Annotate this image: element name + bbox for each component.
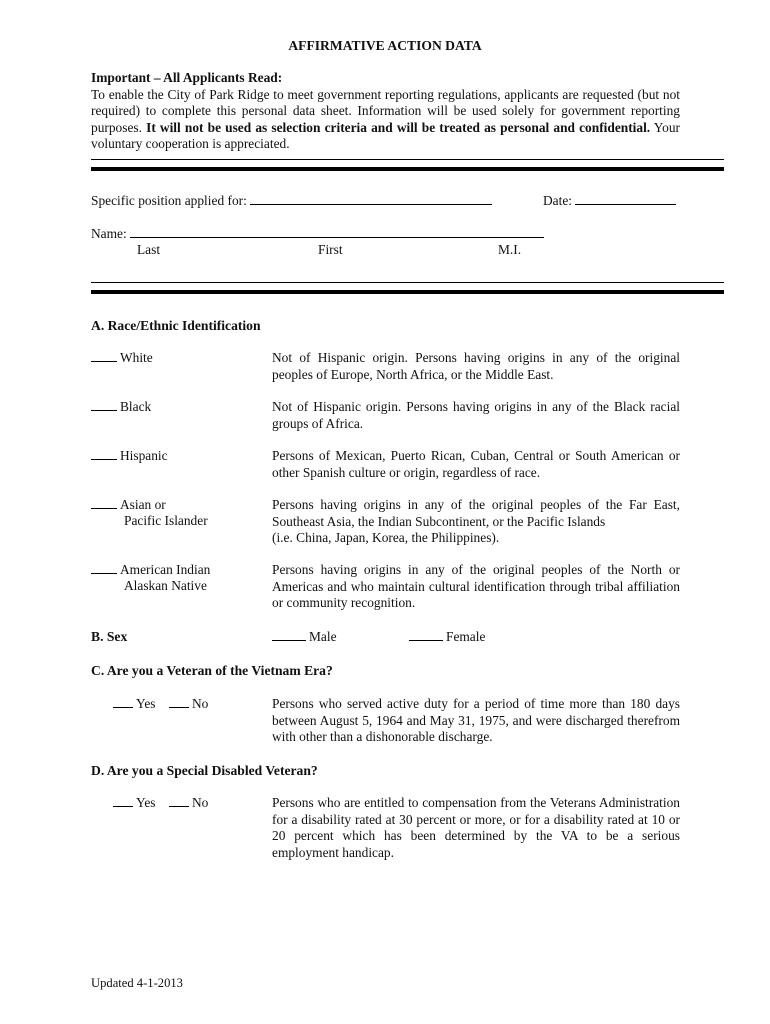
section-b-title: B. Sex: [91, 629, 128, 644]
race-option-hispanic[interactable]: [91, 448, 168, 464]
option-label: Yes: [136, 696, 156, 711]
section-c-title: C. Are you a Veteran of the Vietnam Era?: [91, 663, 333, 678]
disabled-desc: Persons who are entitled to compensation from the Veterans Administration for a disability rated at 30 percent or more, or for a disability rated at 10 or 20 percent which has been determined by the VA to be a serious employment handicap.: [272, 795, 680, 860]
race-option-white[interactable]: [91, 350, 153, 366]
section-a-title: A. Race/Ethnic Identification: [91, 318, 261, 333]
intro-bold-text: It will not be used as selection criteria and will be treated as personal and confidential.: [146, 119, 651, 135]
date-input[interactable]: [575, 194, 676, 205]
form-title: AFFIRMATIVE ACTION DATA: [288, 38, 482, 53]
race-option-asian[interactable]: [91, 497, 166, 513]
option-label: Female: [446, 629, 486, 644]
race-option-american-indian[interactable]: [91, 562, 210, 578]
vietnam-no-option[interactable]: [169, 696, 208, 712]
intro-heading: Important – All Applicants Read:: [91, 70, 283, 85]
disabled-yes-option[interactable]: [113, 795, 155, 811]
name-first-caption: First: [318, 242, 343, 257]
divider-thick-2: [91, 290, 724, 294]
checkbox-blank[interactable]: [113, 706, 133, 708]
option-label: No: [192, 696, 209, 711]
position-field-row: [91, 193, 492, 209]
checkbox-blank[interactable]: [91, 572, 117, 574]
vietnam-desc: Persons who served active duty for a period of time more than 180 days between August 5, 1964 and May 31, 1975, and were discharged therefrom with other than a dishonorable discharge.: [272, 696, 680, 745]
position-input[interactable]: [250, 194, 492, 205]
option-label: No: [192, 795, 209, 810]
option-label: Hispanic: [120, 448, 168, 463]
divider-thick: [91, 167, 724, 171]
checkbox-blank[interactable]: [169, 805, 189, 807]
date-label: Date:: [543, 193, 572, 208]
checkbox-blank[interactable]: [91, 409, 117, 411]
intro-block: [91, 70, 680, 153]
desc-text: Persons having origins in any of the original peoples of the Far East, Southeast Asia, the Indian Subcontinent, or the Pacific Islands: [272, 497, 680, 529]
checkbox-blank[interactable]: [113, 805, 133, 807]
checkbox-blank[interactable]: [409, 639, 443, 641]
sex-option-male[interactable]: [272, 629, 337, 645]
checkbox-blank[interactable]: [169, 706, 189, 708]
option-label: American Indian: [120, 562, 211, 577]
desc-text-line2: (i.e. China, Japan, Korea, the Philippines).: [272, 530, 500, 546]
name-input[interactable]: [130, 227, 544, 238]
option-label: Yes: [136, 795, 156, 810]
name-last-caption: Last: [137, 242, 161, 257]
disabled-no-option[interactable]: [169, 795, 208, 811]
race-desc-hispanic: Persons of Mexican, Puerto Rican, Cuban, Central or South American or other Spanish culture or origin, regardless of race.: [272, 448, 680, 480]
checkbox-blank[interactable]: [272, 639, 306, 641]
intro-text: To enable the City of Park Ridge to meet government reporting regulations, applicants are requested (but not required) to complete this personal data sheet. Information will be used solely for government reporting purposes.: [91, 86, 680, 135]
option-label: Black: [120, 399, 152, 414]
checkbox-blank[interactable]: [91, 458, 117, 460]
race-desc-asian: [272, 497, 680, 547]
option-label: Asian or: [120, 497, 166, 512]
section-d-title: D. Are you a Special Disabled Veteran?: [91, 763, 318, 778]
vietnam-yes-option[interactable]: [113, 696, 155, 712]
option-label-line2: Alaskan Native: [124, 578, 207, 593]
position-label: Specific position applied for:: [91, 193, 247, 208]
sex-option-female[interactable]: [409, 629, 485, 645]
option-label: White: [120, 350, 153, 365]
checkbox-blank[interactable]: [91, 507, 117, 509]
race-desc-american-indian: Persons having origins in any of the original peoples of the North or Americas and who maintain cultural identification through tribal affiliation or community recognition.: [272, 562, 680, 611]
race-desc-white: Not of Hispanic origin. Persons having origins in any of the original peoples of Europe, North Africa, or the Middle East.: [272, 350, 680, 382]
divider-thin-2: [91, 282, 724, 283]
option-label-line2: Pacific Islander: [124, 513, 208, 528]
date-field-row: [543, 193, 676, 209]
checkbox-blank[interactable]: [91, 360, 117, 362]
updated-date: Updated 4-1-2013: [91, 976, 183, 990]
name-mi-caption: M.I.: [498, 242, 522, 257]
name-field-row: [91, 226, 544, 242]
race-desc-black: Not of Hispanic origin. Persons having origins in any of the Black racial groups of Africa.: [272, 399, 680, 431]
intro-closing: Your voluntary cooperation is appreciated.: [91, 119, 680, 152]
name-label: Name:: [91, 226, 127, 241]
divider-thin: [91, 159, 724, 160]
option-label: Male: [309, 629, 337, 644]
race-option-black[interactable]: [91, 399, 151, 415]
